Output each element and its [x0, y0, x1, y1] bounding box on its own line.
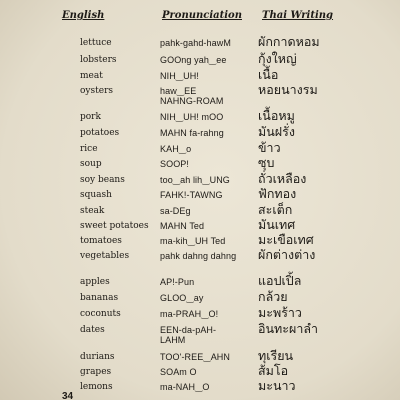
- english-word: rice: [80, 144, 98, 154]
- thai-writing: ฟักทอง: [258, 186, 297, 201]
- english-word: soy beans: [80, 175, 125, 185]
- english-word: potatoes: [80, 128, 120, 138]
- thai-writing: แอปเปิ้ล: [258, 273, 302, 288]
- thai-writing: เนื้อหมู: [258, 108, 295, 123]
- pronunciation: SOOP!: [160, 159, 190, 169]
- english-word: tomatoes: [80, 236, 122, 246]
- thai-writing: มะนาว: [258, 378, 296, 393]
- header-english: English: [62, 10, 105, 21]
- pronunciation: FAHK!-TAWNG: [160, 190, 223, 200]
- page-number: 34: [62, 391, 74, 400]
- pronunciation: GOOng yah‿ee: [160, 55, 227, 65]
- pronunciation: NIH‿UH! mOO: [160, 112, 224, 122]
- english-word: sweet potatoes: [80, 221, 149, 231]
- thai-writing: มะพร้าว: [258, 305, 302, 320]
- english-word: meat: [80, 71, 103, 81]
- pronunciation: ma-PRAH‿O!: [160, 309, 219, 319]
- thai-writing: ซุบ: [258, 155, 275, 170]
- english-word: squash: [80, 190, 112, 200]
- english-word: pork: [80, 112, 101, 122]
- pronunciation: SOAm O: [160, 367, 197, 377]
- pronunciation: MAHN Ted: [160, 221, 205, 231]
- pronunciation: too‿ah lih‿UNG: [160, 175, 230, 185]
- thai-writing: ถั่วเหลือง: [258, 171, 307, 186]
- english-word: apples: [80, 277, 110, 287]
- pronunciation: pahk-gahd-hawM: [160, 38, 231, 48]
- pronunciation: sa-DEg: [160, 206, 191, 216]
- thai-writing: สะเต็ก: [258, 202, 293, 217]
- english-word: lobsters: [80, 55, 117, 65]
- pronunciation: ma-NAH‿O: [160, 382, 210, 392]
- pronunciation: KAH‿o: [160, 144, 192, 154]
- pronunciation: ma-kih‿UH Ted: [160, 236, 226, 246]
- pronunciation: EEN-da-pAH- LAHM: [160, 325, 217, 345]
- english-word: steak: [80, 206, 105, 216]
- thai-writing: อินทะผาลำ: [258, 321, 319, 336]
- thai-writing: ทุเรียน: [258, 348, 294, 363]
- thai-writing: ส้มโอ: [258, 363, 289, 378]
- thai-writing: หอยนางรม: [258, 82, 318, 97]
- pronunciation: TOO'-REE‿AHN: [160, 352, 230, 362]
- pronunciation: haw‿EE NAHNG-ROAM: [160, 86, 224, 106]
- thai-writing: มันฝรั่ง: [258, 124, 295, 139]
- english-word: dates: [80, 325, 105, 335]
- pronunciation: MAHN fa-rahng: [160, 128, 224, 138]
- header-thai-writing: Thai Writing: [262, 10, 334, 21]
- thai-writing: มันเทศ: [258, 217, 296, 232]
- pronunciation: AP!-Pun: [160, 277, 195, 287]
- column-headers: [0, 10, 400, 26]
- pronunciation: NIH‿UH!: [160, 71, 199, 81]
- english-word: grapes: [80, 367, 112, 377]
- english-word: soup: [80, 159, 102, 169]
- english-word: lemons: [80, 382, 113, 392]
- thai-writing: กล้วย: [258, 289, 288, 304]
- thai-writing: ผักกาดหอม: [258, 34, 320, 49]
- english-word: vegetables: [80, 251, 130, 261]
- pronunciation: pahk dahng dahng: [160, 251, 237, 261]
- english-word: bananas: [80, 293, 119, 303]
- header-pronunciation: Pronunciation: [162, 10, 242, 21]
- thai-writing: ข้าว: [258, 140, 281, 155]
- thai-writing: เนื้อ: [258, 67, 279, 82]
- english-word: oysters: [80, 86, 113, 96]
- thai-writing: ผักต่างต่าง: [258, 247, 316, 262]
- thai-writing: กุ้งใหญ่: [258, 51, 297, 66]
- thai-writing: มะเขือเทศ: [258, 232, 314, 247]
- pronunciation: GLOO‿ay: [160, 293, 204, 303]
- english-word: durians: [80, 352, 115, 362]
- english-word: lettuce: [80, 38, 112, 48]
- english-word: coconuts: [80, 309, 121, 319]
